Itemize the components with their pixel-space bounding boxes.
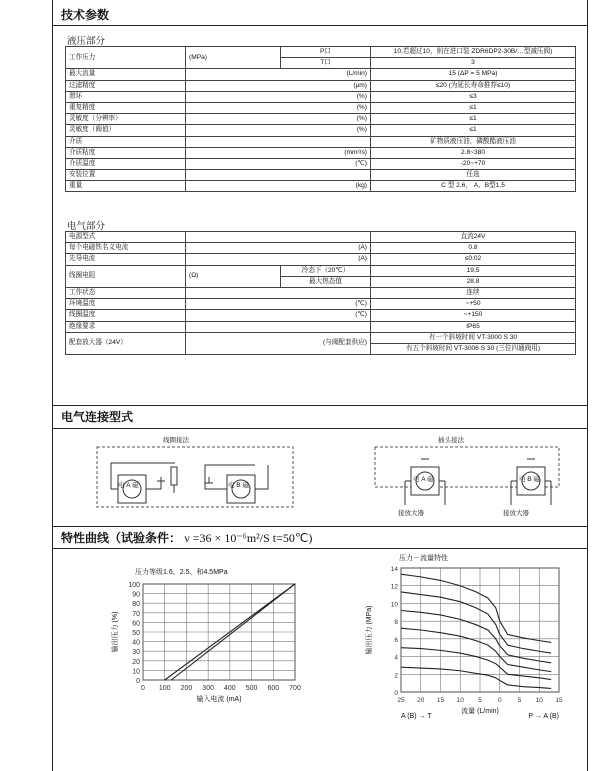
series-line (401, 667, 551, 688)
magnet-b-label: 电 B 磁 (228, 482, 249, 489)
row-name: 灵敏度（阀值） (66, 125, 186, 136)
y-tick-label: 40 (132, 639, 140, 647)
row-unit (186, 232, 371, 243)
x-tick-label: 700 (289, 685, 301, 692)
divider (53, 25, 587, 26)
y-tick-label: 4 (394, 654, 398, 662)
resistor-icon (171, 467, 177, 485)
row-unit: (mm²/s) (186, 147, 371, 158)
row-name: 绝缘要求 (66, 321, 186, 332)
row-name: 安装位置 (66, 170, 186, 181)
row-unit (186, 287, 371, 298)
y-tick-label: 60 (132, 620, 140, 628)
row-value: 连续 (371, 287, 576, 298)
table-row (66, 243, 576, 254)
y-tick-label: 80 (132, 601, 140, 609)
datasheet-page (52, 0, 588, 771)
x-tick-label: 0 (141, 685, 145, 692)
hydraulic-title: 液压部分 (67, 36, 106, 47)
row-value: ≤1 (371, 125, 576, 136)
x-tick-label: 25 (397, 697, 405, 704)
x-axis-label: 输入电流 (mA) (196, 696, 242, 703)
y-tick-label: 30 (132, 649, 140, 657)
row-name: 每个电磁铁名义电流 (66, 243, 186, 254)
amp-unit: (与阀配套供应) (186, 332, 371, 354)
table-row (66, 91, 576, 102)
x-left-direction-label: A (B) → T (401, 713, 432, 720)
row-name: 重量 (66, 181, 186, 192)
row-value: C 型 2.6， A、B型1.5 (371, 181, 576, 192)
y-axis-label: 输出压力 (MPa) (366, 605, 373, 655)
row-value: 任选 (371, 170, 576, 181)
row-value: ≤3 (371, 91, 576, 102)
electrical-title: 电气部分 (67, 221, 106, 232)
table-row (66, 181, 576, 192)
row-unit: (%) (186, 114, 371, 125)
amp-label-a: 接放大器 (398, 510, 424, 517)
table-row (66, 254, 576, 265)
row-name: 工作状态 (66, 287, 186, 298)
wire (146, 477, 161, 489)
row-name: 滞环 (66, 91, 186, 102)
row-name: 介质粘度 (66, 147, 186, 158)
table-row (66, 321, 576, 332)
coil-hot-value: 28.8 (371, 276, 576, 287)
table-row (66, 332, 576, 343)
y-tick-label: 14 (390, 566, 398, 573)
pressure-t-label: T口 (281, 58, 371, 69)
row-name: 灵敏度（分辨率） (66, 114, 186, 125)
row-unit: (%) (186, 91, 371, 102)
section-title-tech: 技术参数 (61, 8, 110, 22)
table-row (66, 265, 576, 276)
row-name: 介质 (66, 136, 186, 147)
row-value: ≤0.02 (371, 254, 576, 265)
chart-current-pressure (63, 562, 303, 712)
y-tick-label: 10 (390, 601, 398, 609)
x-tick-label: 10 (535, 697, 543, 704)
table-row (66, 299, 576, 310)
row-value: ~+50 (371, 299, 576, 310)
section-title-connection: 电气连接型式 (61, 410, 134, 424)
x-tick-label: 5 (478, 697, 482, 704)
y-tick-label: 70 (132, 610, 140, 618)
pressure-unit: (MPa) (186, 47, 281, 69)
row-name: 线圈温度 (66, 310, 186, 321)
row-name: 介质温度 (66, 158, 186, 169)
chart-title: 压力等级1.6、2.5、和4.5MPa (135, 569, 228, 576)
table-row (66, 114, 576, 125)
table-row (66, 310, 576, 321)
coil-wiring-label: 线圈接法 (163, 437, 189, 444)
x-tick-label: 5 (517, 697, 522, 704)
coil-unit: (Ω) (186, 265, 281, 287)
row-unit (186, 170, 371, 181)
row-value: 0.8 (371, 243, 576, 254)
row-value: -20~+70 (371, 158, 576, 169)
table-row (66, 102, 576, 113)
series-line (401, 648, 551, 680)
curves-title: 特性曲线（试验条件： (61, 531, 182, 545)
magnet-a-label: 电 A 磁 (118, 482, 139, 489)
x-tick-label: 500 (245, 685, 258, 692)
curves-condition: ν =36 × 10⁻⁶m²/S t=50℃) (184, 531, 313, 545)
y-tick-label: 0 (136, 678, 140, 685)
x-tick-label: 10 (456, 697, 464, 704)
table-row (66, 69, 576, 80)
table-row (66, 147, 576, 158)
y-tick-label: 10 (132, 668, 140, 676)
row-unit (186, 136, 371, 147)
pressure-t-value: 3 (371, 58, 576, 69)
x-tick-label: 15 (555, 697, 563, 704)
row-name: 先导电流 (66, 254, 186, 265)
row-unit: (μm) (186, 80, 371, 91)
x-tick-label: 600 (267, 685, 280, 692)
row-value: 15 (ΔP = 5 MPa) (371, 69, 576, 80)
coil-name: 线圈电阻 (66, 265, 186, 287)
series-line (401, 611, 551, 663)
row-value: ≤20 (为延长寿命推荐≤10) (371, 80, 576, 91)
row-value: ≤1 (371, 102, 576, 113)
row-unit: (℃) (186, 299, 371, 310)
plug-a-label: 电 A 磁 (413, 476, 434, 483)
row-unit: (A) (186, 254, 371, 265)
row-unit: (℃) (186, 310, 371, 321)
amp-value-1: 有一个斜坡时间 VT-3000 S 30 (371, 332, 576, 343)
divider (53, 548, 587, 549)
row-value: IP65 (371, 321, 576, 332)
x-axis-label: 流量 (L/min) (461, 708, 499, 715)
coil-cold-value: 19.5 (371, 265, 576, 276)
amp-name: 配套放大器（24V） (66, 332, 186, 354)
row-value: ≤1 (371, 114, 576, 125)
row-unit (186, 321, 371, 332)
x-tick-label: 15 (436, 697, 445, 704)
row-name: 电源型式 (66, 232, 186, 243)
y-tick-label: 8 (394, 619, 398, 627)
row-unit: (A) (186, 243, 371, 254)
table-row (66, 47, 576, 58)
table-row (66, 232, 576, 243)
y-tick-label: 50 (132, 630, 140, 637)
plug-wiring-label: 插头接法 (438, 437, 464, 444)
row-name: 环境温度 (66, 299, 186, 310)
x-tick-label: 200 (180, 685, 193, 692)
row-name: 重复精度 (66, 102, 186, 113)
y-tick-label: 2 (394, 672, 398, 680)
hydraulic-table (65, 46, 576, 192)
coil-hot-label: 最大热态值 (281, 276, 371, 287)
row-unit: (℃) (186, 158, 371, 169)
y-tick-label: 0 (394, 690, 398, 697)
plug-b-label: 电 B 磁 (519, 476, 540, 483)
amp-value-2: 有五个斜坡时间 VT-3006 S 30 (三位四通阀用) (371, 343, 576, 354)
row-unit: (kg) (186, 181, 371, 192)
pressure-p-label: P口 (281, 47, 371, 58)
x-right-direction-label: P → A (B) (528, 713, 559, 720)
row-unit: (L/min) (186, 69, 371, 80)
table-row (66, 287, 576, 298)
x-tick-label: 100 (158, 685, 171, 692)
electrical-table (65, 231, 576, 355)
series-line (401, 592, 551, 653)
row-value: ~+150 (371, 310, 576, 321)
pressure-name: 工作压力 (66, 47, 186, 69)
y-axis-label: 输出压力 (%) (112, 611, 119, 653)
x-tick-label: 300 (202, 685, 214, 692)
coil-cold-label: 冷态下（20℃） (281, 265, 371, 276)
x-tick-label: 20 (417, 697, 425, 704)
row-unit: (%) (186, 125, 371, 136)
wire (255, 465, 268, 489)
y-tick-label: 12 (390, 583, 398, 591)
table-row (66, 125, 576, 136)
y-tick-label: 6 (394, 636, 398, 644)
chart-title: 压力－流量特性 (399, 555, 448, 562)
section-title-curves (53, 527, 587, 549)
table-row (66, 170, 576, 181)
table-row (66, 136, 576, 147)
x-tick-label: 400 (224, 685, 236, 692)
pressure-p-value: 10,若超过10，则在进口装 ZDR6DP2-30B/…型减压阀) (371, 47, 576, 58)
table-row (66, 158, 576, 169)
row-value: 矿物质液压油，磷酸酯液压油 (371, 136, 576, 147)
divider (53, 428, 587, 429)
y-tick-label: 20 (132, 658, 140, 666)
row-value: 2.8~380 (371, 147, 576, 158)
row-name: 最大流量 (66, 69, 186, 80)
table-row (66, 80, 576, 91)
row-unit: (%) (186, 102, 371, 113)
connection-diagram (83, 445, 563, 525)
x-tick-label: 0 (497, 697, 502, 704)
y-tick-label: 90 (132, 591, 140, 599)
chart-pressure-flow (319, 552, 581, 727)
row-name: 过滤精度 (66, 80, 186, 91)
amp-label-b: 接放大器 (503, 510, 529, 517)
y-tick-label: 100 (128, 582, 140, 589)
row-value: 直流24V (371, 232, 576, 243)
